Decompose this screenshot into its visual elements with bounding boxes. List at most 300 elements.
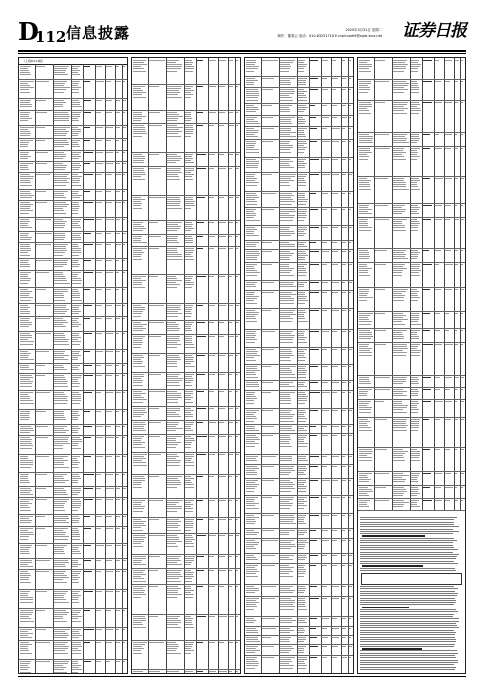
table-cell-text	[167, 90, 178, 91]
table-cell-text	[322, 637, 327, 638]
table-cell-text	[310, 657, 316, 658]
table-cell-text	[246, 78, 255, 79]
table-cell-text	[72, 499, 80, 500]
table-cell-text	[133, 328, 146, 329]
table-cell-text	[280, 111, 290, 112]
notice-text-line	[360, 630, 454, 631]
table-cell-text	[445, 473, 450, 474]
table-cell-text	[393, 430, 407, 431]
table-cell-text	[185, 62, 192, 63]
table-cell-text	[72, 182, 79, 183]
header-rule	[18, 50, 466, 52]
table-cell-text	[298, 657, 307, 658]
table-cell-text	[246, 497, 258, 498]
table-cell-text	[133, 624, 143, 625]
table-cell-text	[411, 256, 418, 257]
table-cell-text	[54, 403, 67, 404]
table-cell-text	[246, 652, 255, 653]
table-cell-text	[123, 260, 125, 261]
table-cell-text	[280, 91, 294, 92]
table-cell-text	[167, 376, 178, 377]
table-cell-text	[298, 132, 304, 133]
table-cell-text	[20, 66, 31, 67]
table-cell-text	[246, 298, 257, 299]
table-cell-text	[423, 330, 430, 331]
table-cell-text	[322, 382, 328, 383]
table-cell-text	[209, 322, 214, 323]
table-cell-text	[20, 116, 29, 117]
table-cell-text	[185, 287, 192, 288]
table-cell-text	[167, 252, 178, 253]
table-cell-text	[219, 112, 225, 113]
table-cell-text	[461, 264, 463, 265]
table-cell-text	[133, 535, 145, 536]
table-cell-text	[133, 482, 142, 483]
table-cell-text	[280, 253, 294, 254]
table-cell-text	[209, 86, 216, 87]
table-cell-text	[167, 393, 180, 394]
table-cell-text	[20, 206, 31, 207]
table-cell-text	[185, 465, 194, 466]
table-cell-text	[20, 176, 33, 177]
table-cell-text	[411, 266, 420, 267]
table-cell-text	[298, 441, 304, 442]
table-cell-text	[167, 347, 177, 348]
table-cell-text	[246, 165, 258, 166]
table-cell-text	[54, 579, 63, 580]
table-cell-text	[280, 491, 291, 492]
table-cell-text	[411, 62, 418, 63]
table-cell-text	[167, 71, 177, 72]
table-cell-text	[280, 272, 289, 273]
table-cell-text	[280, 163, 289, 164]
table-cell-text	[20, 114, 29, 115]
table-cell-text	[349, 60, 351, 61]
table-cell-text	[246, 143, 256, 144]
table-cell-text	[133, 416, 141, 417]
table-cell-text	[393, 506, 403, 507]
table-cell-text	[246, 145, 255, 146]
table-cell-text	[20, 300, 31, 301]
table-cell-text	[185, 484, 194, 485]
table-cell-text	[280, 460, 292, 461]
table-cell-text	[298, 84, 305, 85]
table-cell-text	[84, 127, 90, 128]
table-cell-text	[54, 400, 68, 401]
table-cell-text	[20, 534, 33, 535]
table-cell-text	[84, 233, 90, 234]
table-cell-text	[123, 100, 125, 101]
table-cell-text	[322, 628, 327, 629]
table-cell-text	[423, 134, 430, 135]
table-cell-text	[20, 419, 29, 420]
table-cell-text	[54, 81, 67, 82]
table-cell-text	[298, 540, 307, 541]
table-cell-text	[167, 203, 180, 204]
table-cell-text	[20, 283, 28, 284]
table-cell-text	[280, 573, 289, 574]
table-cell-text	[116, 66, 119, 67]
table-cell-text	[229, 276, 232, 277]
table-cell-text	[280, 259, 290, 260]
table-cell-text	[435, 205, 442, 206]
table-cell-text	[54, 223, 65, 224]
table-cell-text	[72, 507, 80, 508]
table-cell-text	[20, 227, 32, 228]
table-cell-text	[246, 197, 259, 198]
table-cell-text	[411, 89, 419, 90]
table-cell-text	[72, 415, 80, 416]
table-cell-text	[411, 156, 419, 157]
table-cell-text	[185, 414, 193, 415]
table-cell-text	[133, 440, 141, 441]
table-cell-text	[280, 355, 294, 356]
table-cell-text	[167, 484, 181, 485]
table-cell-text	[298, 650, 304, 651]
table-cell-text	[209, 125, 214, 126]
table-cell-text	[84, 100, 91, 101]
table-cell-text	[246, 337, 255, 338]
table-cell-text	[359, 403, 369, 404]
table-cell-text	[185, 500, 194, 501]
table-cell-text	[342, 456, 345, 457]
table-cell-text	[72, 386, 79, 387]
table-cell-text	[54, 178, 70, 179]
table-cell-text	[54, 545, 67, 546]
table-cell-text	[411, 453, 419, 454]
table-cell-text	[185, 226, 192, 227]
table-cell-text	[72, 280, 82, 281]
table-cell-text	[359, 142, 372, 143]
table-cell-text	[298, 456, 305, 457]
table-cell-text	[411, 423, 419, 424]
table-cell-text	[84, 411, 90, 412]
table-cell-text	[96, 140, 101, 141]
table-cell-text	[20, 335, 32, 336]
table-cell-text	[435, 377, 440, 378]
table-cell-text	[411, 230, 418, 231]
table-cell-text	[310, 598, 319, 599]
table-cell-text	[342, 349, 346, 350]
table-cell-text	[36, 392, 50, 393]
table-cell-text	[359, 136, 372, 137]
table-cell-text	[20, 430, 33, 431]
table-cell-text	[149, 374, 160, 375]
table-cell-text	[123, 272, 125, 273]
table-cell-text	[185, 646, 191, 647]
table-cell-text	[20, 597, 33, 598]
table-cell-text	[280, 316, 290, 317]
table-cell-text	[332, 586, 339, 587]
table-cell-text	[133, 179, 145, 180]
table-cell-text	[262, 60, 277, 61]
table-cell-text	[54, 516, 68, 517]
table-cell-text	[280, 300, 294, 301]
table-cell-text	[54, 102, 66, 103]
table-cell-text	[185, 158, 193, 159]
table-cell-text	[349, 105, 351, 106]
table-cell-text	[106, 437, 113, 438]
table-cell-text	[280, 604, 292, 605]
table-cell-text	[185, 203, 193, 204]
table-cell-text	[219, 276, 224, 277]
table-cell-text	[123, 516, 126, 517]
table-cell-text	[167, 97, 181, 98]
table-cell-text	[298, 366, 306, 367]
table-cell-text	[246, 119, 254, 120]
table-cell-text	[246, 472, 257, 473]
table-cell-text	[72, 610, 81, 611]
table-cell-text	[393, 268, 407, 269]
table-cell-text	[36, 591, 47, 592]
table-cell-text	[298, 204, 306, 205]
table-cell-text	[133, 86, 145, 87]
table-cell-text	[72, 120, 79, 121]
table-cell-text	[246, 470, 255, 471]
table-cell-text	[54, 129, 66, 130]
table-cell-text	[298, 604, 305, 605]
table-cell-text	[349, 242, 351, 243]
table-cell-text	[219, 570, 226, 571]
page-number: 112	[35, 28, 67, 46]
table-cell-text	[445, 419, 451, 420]
table-cell-text	[72, 202, 78, 203]
table-cell-text	[54, 462, 64, 463]
table-cell-text	[185, 385, 192, 386]
table-cell-text	[72, 127, 78, 128]
table-cell-text	[72, 305, 80, 306]
table-cell-text	[280, 204, 292, 205]
table-cell-text	[54, 618, 63, 619]
table-cell-text	[246, 89, 258, 90]
table-cell-text	[20, 239, 31, 240]
table-cell-text	[359, 154, 367, 155]
table-cell-text	[20, 163, 33, 164]
table-cell-text	[280, 650, 290, 651]
table-cell-text	[246, 382, 258, 383]
table-cell-text	[20, 246, 30, 247]
table-cell-text	[185, 156, 192, 157]
table-cell-text	[167, 311, 178, 312]
table-cell-text	[246, 468, 259, 469]
table-cell-text	[393, 272, 402, 273]
table-cell-text	[298, 117, 303, 118]
table-cell-text	[72, 672, 78, 673]
table-cell-text	[133, 120, 141, 121]
table-cell-text	[342, 159, 346, 160]
table-cell-text	[298, 414, 304, 415]
table-cell-text	[167, 564, 182, 565]
table-cell-text	[106, 233, 111, 234]
table-cell-text	[280, 542, 291, 543]
table-cell-text	[298, 310, 305, 311]
table-cell-text	[342, 618, 346, 619]
table-cell-text	[72, 474, 79, 475]
table-cell-text	[185, 543, 194, 544]
table-cell-text	[246, 534, 257, 535]
table-cell-text	[20, 280, 30, 281]
table-cell-text	[72, 545, 81, 546]
table-cell-text	[411, 319, 419, 320]
table-cell-text	[411, 377, 418, 378]
table-cell-text	[246, 182, 259, 183]
table-cell-text	[246, 598, 259, 599]
table-cell-text	[349, 466, 351, 467]
table-cell-text	[72, 359, 78, 360]
table-cell-text	[393, 108, 407, 109]
table-cell-text	[298, 488, 306, 489]
table-cell-text	[246, 107, 258, 108]
table-cell-text	[435, 487, 441, 488]
table-cell-text	[246, 426, 255, 427]
table-cell-text	[322, 497, 327, 498]
table-cell-text	[54, 293, 63, 294]
table-cell-text	[167, 527, 178, 528]
table-cell-text	[349, 565, 351, 566]
table-cell-text	[359, 275, 370, 276]
table-cell-text	[133, 374, 144, 375]
table-cell-text	[246, 123, 260, 124]
table-cell-text	[262, 540, 278, 541]
table-cell-text	[298, 557, 307, 558]
table-cell-text	[280, 292, 292, 293]
table-cell-text	[167, 199, 180, 200]
table-cell-text	[133, 502, 142, 503]
table-cell-text	[298, 242, 306, 243]
table-cell-text	[246, 178, 257, 179]
table-cell-text	[445, 401, 452, 402]
table-cell-text	[72, 478, 81, 479]
table-cell-text	[20, 530, 28, 531]
table-cell-text	[349, 480, 351, 481]
table-cell-text	[411, 142, 417, 143]
table-cell-text	[219, 125, 223, 126]
table-cell-text	[72, 400, 81, 401]
table-cell-text	[185, 525, 192, 526]
table-cell-text	[72, 467, 79, 468]
table-cell-text	[435, 250, 441, 251]
table-cell-text	[411, 104, 420, 105]
table-cell-text	[209, 556, 214, 557]
table-cell-text	[167, 344, 181, 345]
table-cell-text	[20, 70, 29, 71]
table-cell-text	[375, 264, 386, 265]
table-cell-text	[236, 391, 238, 392]
table-cell-text	[167, 408, 180, 409]
table-cell-text	[423, 219, 431, 220]
table-cell-text	[20, 612, 32, 613]
table-cell-text	[246, 134, 254, 135]
table-cell-text	[342, 598, 345, 599]
table-cell-text	[167, 482, 181, 483]
table-cell-text	[411, 108, 420, 109]
table-cell-text	[72, 195, 81, 196]
table-cell-text	[322, 242, 327, 243]
table-cell-text	[20, 532, 33, 533]
table-cell-text	[280, 264, 289, 265]
table-cell-text	[167, 278, 177, 279]
table-cell-text	[72, 341, 81, 342]
table-cell-text	[20, 476, 28, 477]
table-cell-text	[236, 276, 238, 277]
table-cell-text	[54, 650, 64, 651]
table-cell-text	[423, 473, 431, 474]
table-cell-text	[54, 367, 64, 368]
table-cell-text	[133, 330, 143, 331]
table-cell-text	[461, 60, 463, 61]
table-cell-text	[149, 305, 163, 306]
table-cell-text	[116, 202, 120, 203]
table-cell-text	[262, 264, 272, 265]
table-cell-text	[20, 295, 29, 296]
table-cell-text	[411, 254, 418, 255]
table-cell-text	[133, 203, 142, 204]
table-cell-text	[133, 226, 144, 227]
table-cell-text	[72, 225, 80, 226]
table-cell-text	[185, 412, 191, 413]
table-cell-text	[246, 503, 258, 504]
table-cell-text	[411, 449, 417, 450]
table-cell-text	[209, 586, 215, 587]
table-cell-text	[342, 466, 346, 467]
table-cell-text	[123, 305, 125, 306]
table-cell-text	[375, 289, 385, 290]
table-cell-text	[423, 250, 428, 251]
table-cell-text	[167, 250, 177, 251]
table-cell-text	[133, 382, 142, 383]
table-cell-text	[411, 227, 418, 228]
table-cell-text	[262, 159, 272, 160]
table-cell-text	[133, 116, 146, 117]
table-cell-text	[342, 497, 345, 498]
table-cell-text	[72, 100, 79, 101]
table-cell-text	[298, 559, 305, 560]
table-cell-text	[349, 435, 352, 436]
table-cell-text	[116, 560, 120, 561]
notice-text-line	[360, 621, 459, 622]
table-cell-text	[185, 523, 194, 524]
table-cell-text	[375, 330, 386, 331]
table-cell-text	[133, 527, 141, 528]
table-cell-text	[246, 606, 256, 607]
table-cell-text	[185, 307, 192, 308]
table-cell-text	[246, 339, 257, 340]
table-cell-text	[116, 528, 120, 529]
table-cell-text	[359, 453, 372, 454]
table-cell-text	[359, 85, 368, 86]
table-cell-text	[246, 66, 259, 67]
table-cell-text	[298, 331, 305, 332]
table-cell-text	[54, 156, 65, 157]
table-cell-text	[133, 456, 144, 457]
table-cell-text	[332, 251, 338, 252]
table-cell-text	[219, 391, 224, 392]
table-cell-text	[280, 602, 295, 603]
table-cell-text	[246, 201, 257, 202]
table-cell-text	[133, 648, 143, 649]
table-cell-text	[54, 669, 64, 670]
table-cell-text	[185, 172, 191, 173]
table-cell-text	[349, 382, 351, 383]
table-cell-text	[133, 338, 143, 339]
table-cell-text	[167, 127, 182, 128]
table-cell-text	[54, 165, 67, 166]
table-cell-text	[310, 242, 316, 243]
table-cell-text	[298, 128, 307, 129]
table-cell-text	[411, 180, 420, 181]
table-cell-text	[280, 303, 293, 304]
table-cell-text	[359, 460, 371, 461]
